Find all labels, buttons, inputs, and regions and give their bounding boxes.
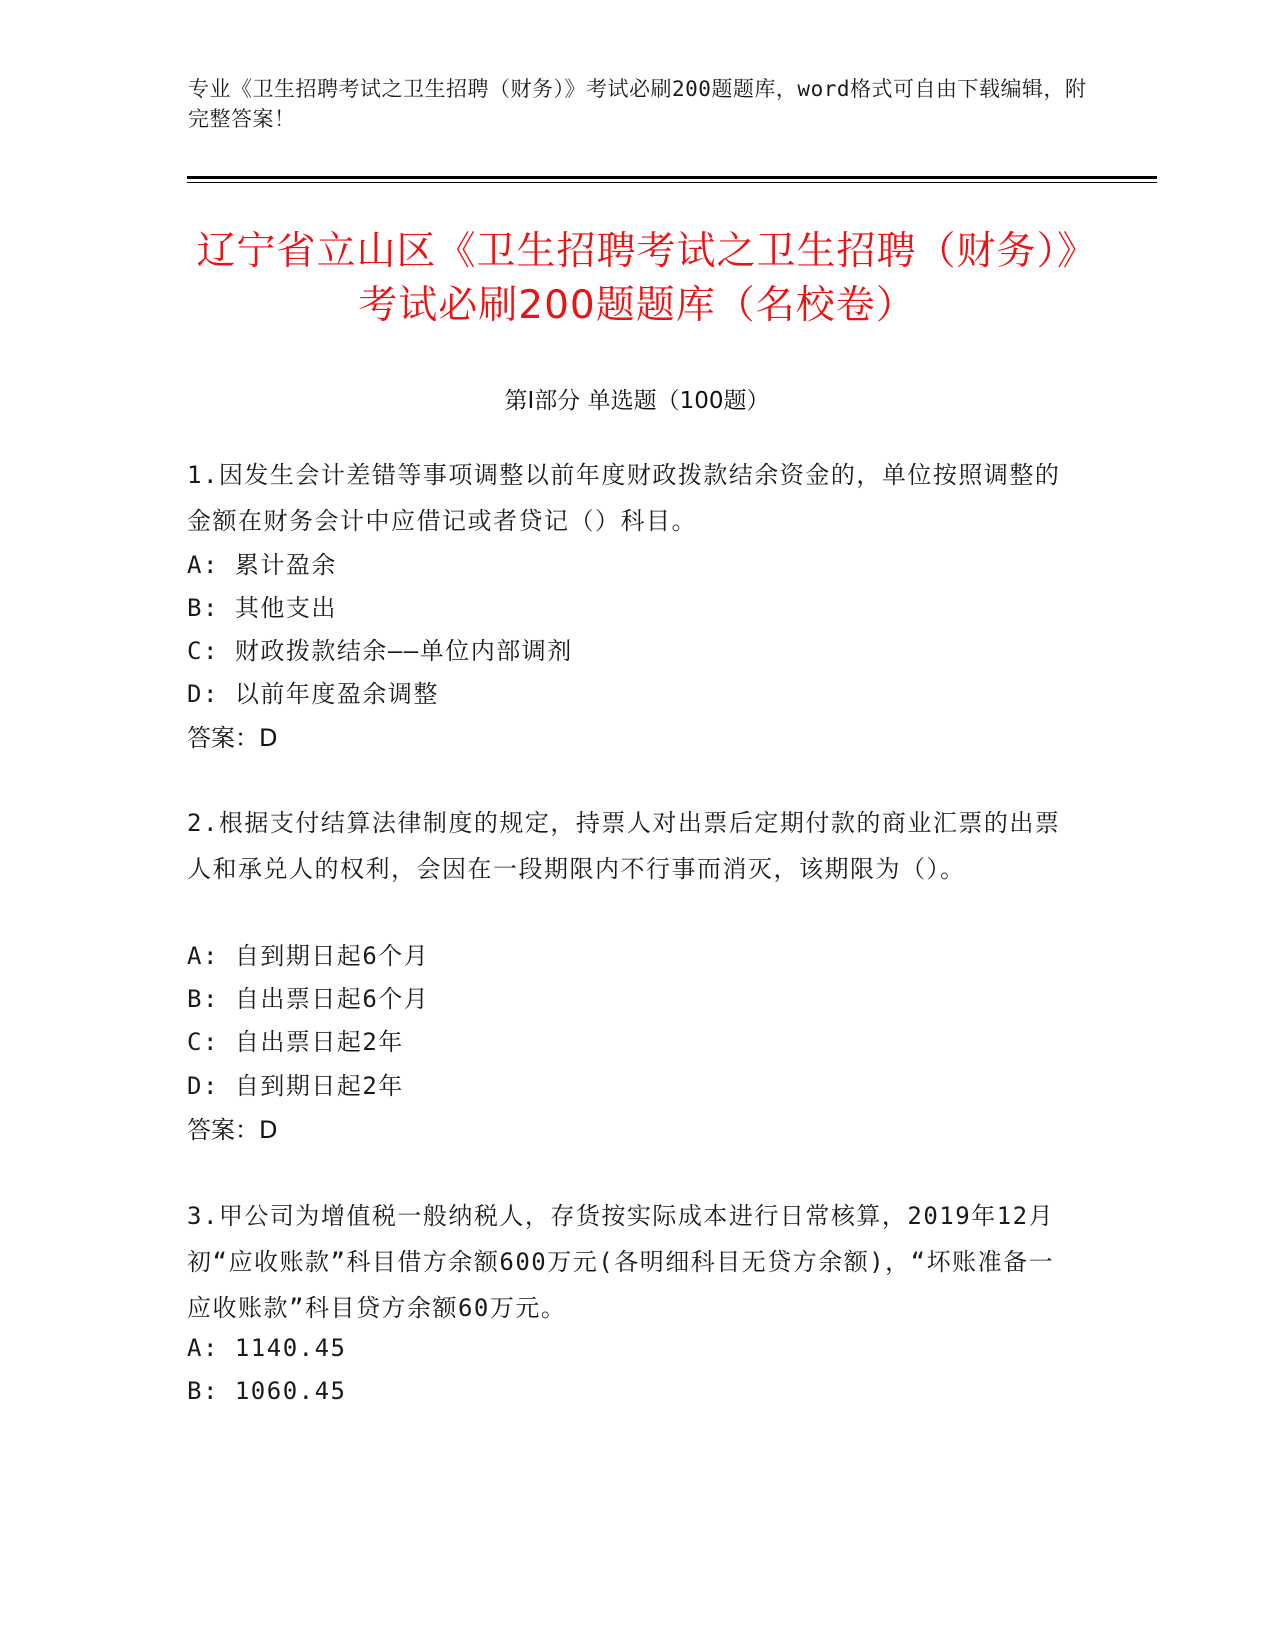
question-2-option-d: D: 自到期日起2年: [187, 1072, 404, 1100]
question-1-option-a: A: 累计盈余: [187, 551, 337, 579]
question-2-text: 2.根据支付结算法律制度的规定，持票人对出票后定期付款的商业汇票的出票人和承兑人的权利，会因在一段期限内不行事而消灭，该期限为（）。: [187, 809, 1061, 883]
question-1-option-c: C: 财政拨款结余——单位内部调剂: [187, 637, 573, 665]
question-2-answer: 答案：D: [187, 1116, 278, 1144]
header-note: 专业《卫生招聘考试之卫生招聘（财务）》考试必刷200题题库，word格式可自由下载编辑，附完整答案！: [188, 77, 1087, 131]
question-2-option-a: A: 自到期日起6个月: [187, 942, 430, 970]
question-2-option-b: B: 自出票日起6个月: [187, 985, 430, 1013]
question-1-text: 1.因发生会计差错等事项调整以前年度财政拨款结余资金的，单位按照调整的金额在财务会计中应借记或者贷记（）科目。: [187, 461, 1061, 535]
section-heading: 第Ⅰ部分 单选题（100题）: [504, 388, 770, 414]
question-1-option-d: D: 以前年度盈余调整: [187, 680, 439, 708]
header-divider-thin: [187, 182, 1157, 183]
header-divider-thick: [187, 176, 1157, 179]
question-1-answer: 答案：D: [187, 724, 278, 752]
question-2-option-c: C: 自出票日起2年: [187, 1028, 404, 1056]
question-1-option-b: B: 其他支出: [187, 594, 337, 622]
question-3-text: 3.甲公司为增值税一般纳税人，存货按实际成本进行日常核算，2019年12月初“应收账款”科目借方余额600万元(各明细科目无贷方余额)，“坏账准备一应收账款”科目贷方余额60万元。: [187, 1202, 1055, 1322]
question-3-option-b: B: 1060.45: [187, 1377, 347, 1405]
question-3-option-a: A: 1140.45: [187, 1334, 347, 1362]
document-title: 辽宁省立山区《卫生招聘考试之卫生招聘（财务）》考试必刷200题题库（名校卷）: [196, 229, 1078, 328]
